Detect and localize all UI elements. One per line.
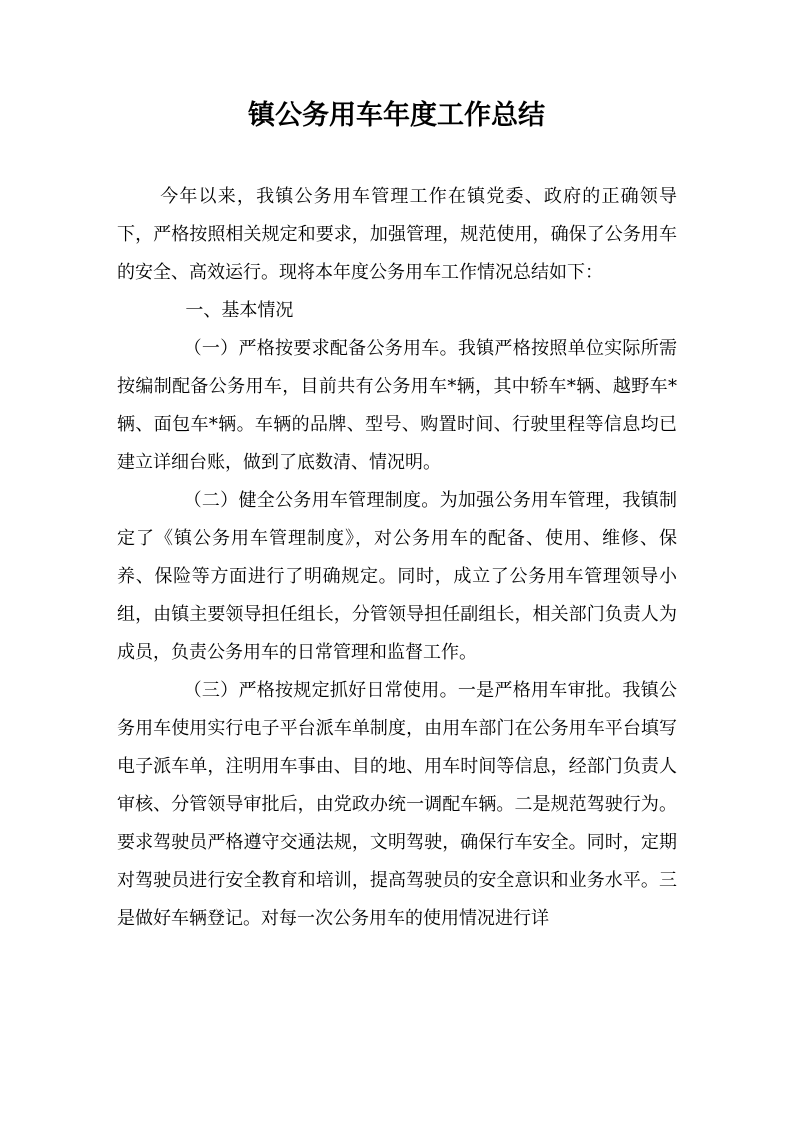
section-heading-basic-situation: 一、基本情况: [185, 300, 294, 321]
item-paragraph-2: （二）健全公务用车管理制度。为加强公务用车管理，我镇制定了《镇公务用车管理制度》，对公务用车的配备、使用、维修、保养、保险等方面进行了明确规定。同时，成立了公务用车管理领导小组，由镇主要领导担任组长，分管领导担任副组长，相关部门负责人为成员，负责公务用车的日常管理和监督工作。: [117, 490, 677, 663]
item-paragraph-1: （一）严格按要求配备公务用车。我镇严格按照单位实际所需按编制配备公务用车，目前共有公务用车*辆，其中轿车*辆、越野车*辆、面包车*辆。车辆的品牌、型号、购置时间、行驶里程等信息均已建立详细台账，做到了底数清、情况明。: [117, 338, 677, 473]
document-title: 镇公务用车年度工作总结: [248, 100, 545, 131]
document-body: [117, 178, 677, 938]
intro-paragraph: 今年以来，我镇公务用车管理工作在镇党委、政府的正确领导下，严格按照相关规定和要求，加强管理，规范使用，确保了公务用车的安全、高效运行。现将本年度公务用车工作情况总结如下：: [117, 186, 677, 283]
item-paragraph-3: （三）严格按规定抓好日常使用。一是严格用车审批。我镇公务用车使用实行电子平台派车单制度，由用车部门在公务用车平台填写电子派车单，注明用车事由、目的地、用车时间等信息，经部门负责人审核、分管领导审批后，由党政办统一调配车辆。二是规范驾驶行为。要求驾驶员严格遵守交通法规，文明驾驶，确保行车安全。同时，定期对驾驶员进行安全教育和培训，提高驾驶员的安全意识和业务水平。三是做好车辆登记。对每一次公务用车的使用情况进行详: [117, 680, 677, 929]
